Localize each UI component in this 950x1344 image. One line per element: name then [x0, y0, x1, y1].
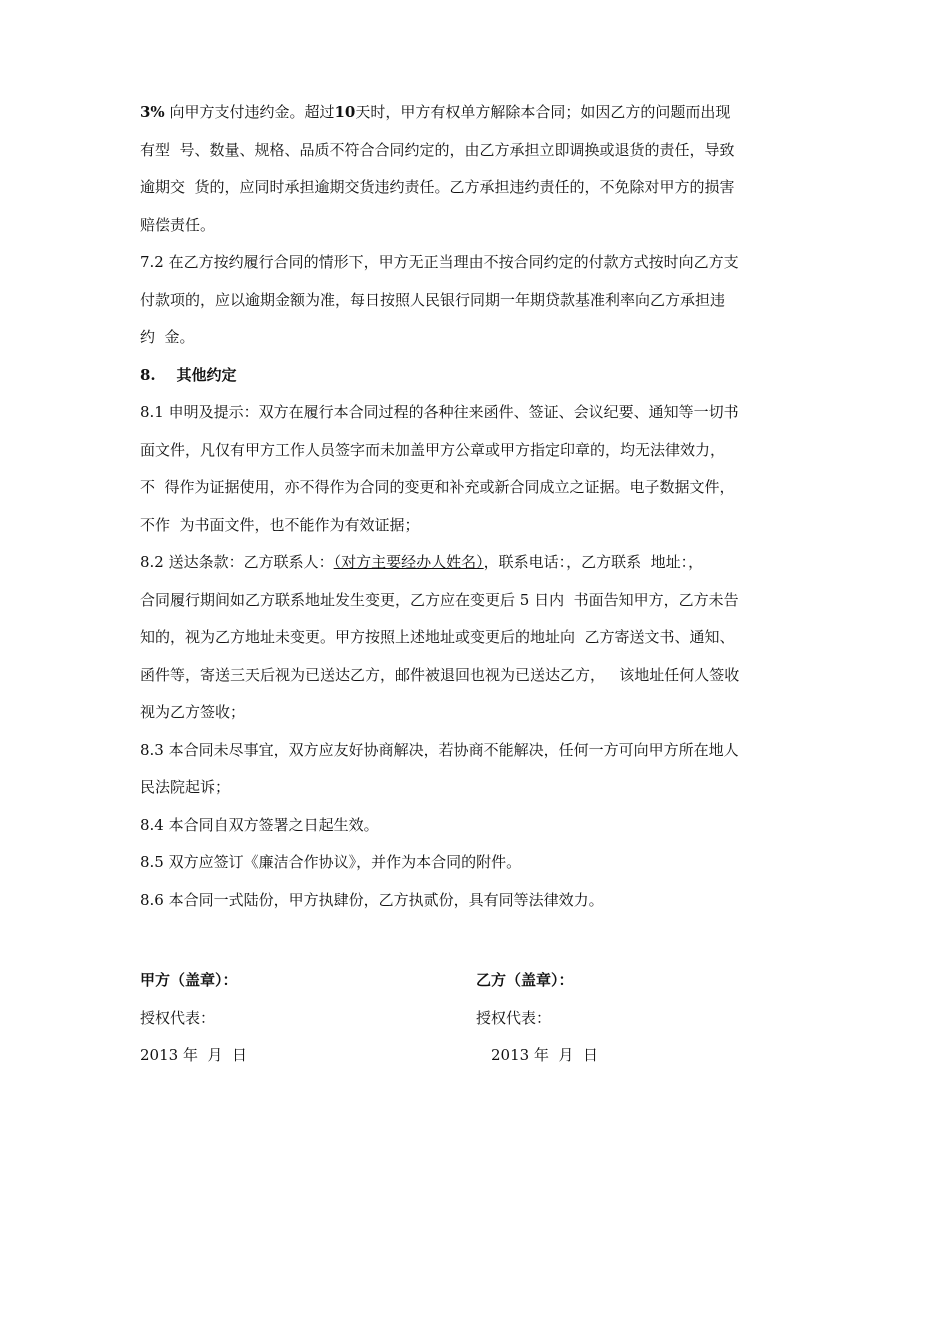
- text-line: 有型 号、数量、规格、品质不符合合同约定的，由乙方承担立即调换或退货的责任，导致: [140, 140, 735, 159]
- text-line: 8.1 申明及提示：双方在履行本合同过程的各种往来函件、签证、会议纪要、通知等一切书: [140, 403, 739, 421]
- text-span: 8.2 送达条款：乙方联系人：: [140, 553, 334, 571]
- text-line: [140, 544, 820, 582]
- clause-8-3: [140, 732, 820, 807]
- text-line: 面文件，凡仅有甲方工作人员签字而未加盖甲方公章或甲方指定印章的，均无法律效力，: [140, 440, 726, 459]
- text-span: ，联系电话：，乙方联系 地址：，: [483, 553, 704, 571]
- party-a-signature-block: [140, 962, 460, 1075]
- party-b-date: 2013 年 月 日: [491, 1046, 599, 1064]
- clause-8-6: 8.6 本合同一式陆份，甲方执肆份，乙方执贰份，具有同等法律效力。: [140, 890, 604, 909]
- clause-8-4: 8.4 本合同自双方签署之日起生效。: [140, 815, 379, 834]
- section-8-heading: 8. 其他约定: [140, 365, 237, 384]
- text-line: 不 得作为证据使用，亦不得作为合同的变更和补充或新合同成立之证据。电子数据文件，: [140, 478, 735, 496]
- clause-8-2: [140, 544, 820, 732]
- text-line: 合同履行期间如乙方联系地址发生变更，乙方应在变更后 5 日内 书面告知甲方，乙方未告: [140, 590, 739, 609]
- text-line: 民法院起诉；: [140, 778, 231, 796]
- party-a-representative: 授权代表：: [140, 1008, 216, 1027]
- party-b-title: 乙方（盖章）：: [476, 971, 574, 989]
- penalty-rate: 3%: [140, 103, 165, 121]
- clause-7-2: [140, 244, 820, 357]
- party-a-date: 2013 年 月 日: [140, 1046, 248, 1064]
- contact-name-placeholder: （对方主要经办人姓名）: [333, 553, 484, 571]
- party-b-signature-block: [476, 962, 796, 1075]
- party-b-representative: 授权代表：: [476, 1008, 552, 1027]
- text-span: 天时，甲方有权单方解除本合同；如因乙方的问题而出现: [355, 103, 731, 121]
- document-body: [140, 94, 820, 919]
- text-line: 不作 为书面文件，也不能作为有效证据；: [140, 515, 420, 534]
- text-line: 函件等，寄送三天后视为已送达乙方，邮件被退回也视为已送达乙方， 该地址任何人签收: [140, 665, 740, 684]
- text-line: 视为乙方签收；: [140, 703, 246, 721]
- clause-8-1: [140, 394, 820, 544]
- text-span: 向甲方支付违约金。超过: [164, 103, 335, 121]
- text-line: [140, 94, 820, 132]
- text-line: 约 金。: [140, 328, 195, 346]
- clause-7-1-continuation: [140, 94, 820, 244]
- text-line: 赔偿责任。: [140, 215, 216, 234]
- clause-8-5: 8.5 双方应签订《廉洁合作协议》，并作为本合同的附件。: [140, 853, 522, 871]
- days-number: 10: [334, 103, 356, 121]
- text-line: 付款项的，应以逾期金额为准，每日按照人民银行同期一年期贷款基准利率向乙方承担违: [140, 290, 726, 309]
- text-line: 知的，视为乙方地址未变更。甲方按照上述地址或变更后的地址向 乙方寄送文书、通知、: [140, 628, 735, 646]
- text-line: 7.2 在乙方按约履行合同的情形下，甲方无正当理由不按合同约定的付款方式按时向乙方支: [140, 253, 739, 271]
- text-line: 8.3 本合同未尽事宜，双方应友好协商解决，若协商不能解决，任何一方可向甲方所在地人: [140, 740, 739, 759]
- party-a-title: 甲方（盖章）：: [140, 971, 238, 989]
- text-line: 逾期交 货的，应同时承担逾期交货违约责任。乙方承担违约责任的，不免除对甲方的损害: [140, 178, 735, 196]
